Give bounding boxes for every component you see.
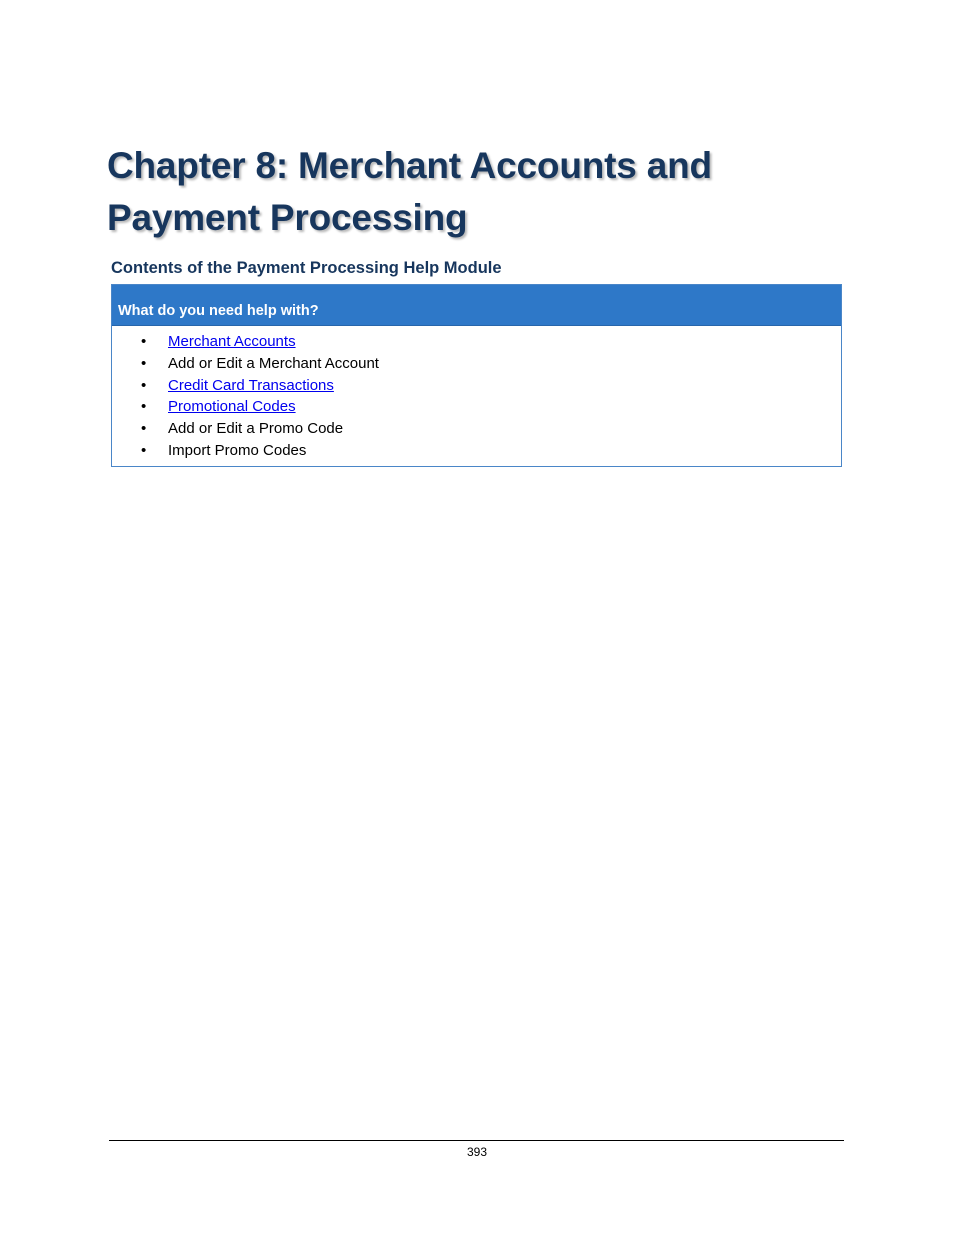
- bullet-icon: •: [141, 354, 147, 372]
- link-promotional-codes[interactable]: Promotional Codes: [168, 398, 296, 416]
- list-item-merchant-accounts: [112, 331, 841, 353]
- list-item-add-edit-merchant-account: [112, 353, 841, 375]
- list-item-promotional-codes: [112, 396, 841, 418]
- footer-divider: [109, 1140, 844, 1141]
- help-topic-list: [112, 326, 841, 462]
- bullet-icon: •: [141, 398, 147, 416]
- list-item-add-edit-promo-code: [112, 418, 841, 440]
- text-add-edit-merchant-account: Add or Edit a Merchant Account: [168, 354, 379, 372]
- link-credit-card-transactions[interactable]: Credit Card Transactions: [168, 376, 334, 394]
- text-add-edit-promo-code: Add or Edit a Promo Code: [168, 420, 344, 438]
- page-number: 393: [466, 1145, 488, 1159]
- text-import-promo-codes: Import Promo Codes: [168, 441, 307, 459]
- list-item-import-promo-codes: [112, 440, 841, 462]
- bullet-icon: •: [141, 420, 147, 438]
- chapter-title: Chapter 8: Merchant Accounts and Payment Processing: [107, 145, 712, 238]
- help-box-header: What do you need help with?: [112, 285, 841, 326]
- bullet-icon: •: [141, 441, 147, 459]
- bullet-icon: •: [141, 376, 147, 394]
- help-contents-box: [111, 284, 842, 467]
- link-merchant-accounts[interactable]: Merchant Accounts: [168, 333, 296, 350]
- section-heading: Contents of the Payment Processing Help Module: [111, 259, 502, 277]
- bullet-icon: •: [141, 333, 147, 350]
- list-item-credit-card-transactions: [112, 375, 841, 397]
